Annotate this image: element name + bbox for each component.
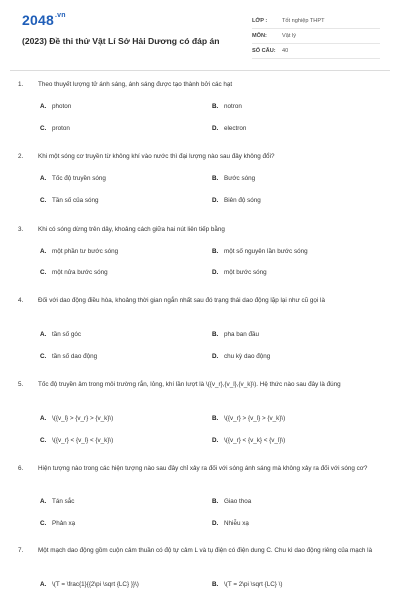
option-a[interactable]: A. \(T = \frac{1}{{2\pi \sqrt {LC} }}\) [40, 581, 139, 588]
question-stem: Một mạch dao động gồm cuộn cảm thuần có độ tự cảm L và tụ điện có điện dung C. Chu kì dao động riêng của mạch là [38, 547, 373, 554]
meta-value: Vật lý [282, 33, 296, 39]
question-stem: Khi một sóng cơ truyền từ không khí vào nước thì đại lượng nào sau đây không đổi? [38, 153, 275, 160]
question-stem: Hiện tượng nào trong các hiện tượng nào sau đây chỉ xảy ra đối với sóng ánh sáng mà không xảy ra đối với sóng cơ? [38, 465, 368, 472]
option-c[interactable]: C. \({v_r} < {v_l} < {v_k}\) [40, 437, 114, 444]
option-b[interactable]: B. pha ban đầu [212, 331, 260, 338]
option-c[interactable]: C. một nửa bước sóng [40, 269, 108, 276]
option-a[interactable]: A. photon [40, 103, 72, 110]
question-number: 5. [18, 381, 24, 388]
header [0, 0, 400, 72]
option-d[interactable]: D. electron [212, 125, 247, 132]
question-number: 6. [18, 465, 24, 472]
option-a[interactable]: A. \({v_l} > {v_r} > {v_k}\) [40, 415, 114, 422]
option-c[interactable]: C. Tần số của sóng [40, 197, 99, 204]
option-b[interactable]: B. \(T = 2\pi \sqrt {LC} \) [212, 581, 283, 588]
question-number: 7. [18, 547, 24, 554]
option-d[interactable]: D. một bước sóng [212, 269, 267, 276]
option-b[interactable]: B. Bước sóng [212, 175, 256, 182]
question-stem: Tốc độ truyền âm trong môi trường rắn, lỏng, khí lần lượt là \({v_r},{v_l},{v_k}\). Hệ thức nào sau đây là đúng [38, 381, 341, 388]
meta-row-subject [252, 29, 380, 44]
option-b[interactable]: B. Giao thoa [212, 498, 252, 505]
option-a[interactable]: A. Tốc độ truyền sóng [40, 175, 106, 182]
question-number: 3. [18, 226, 24, 233]
option-d[interactable]: D. Biên độ sóng [212, 197, 261, 204]
option-b[interactable]: B. một số nguyên lần bước sóng [212, 248, 308, 255]
option-b[interactable]: B. notron [212, 103, 242, 110]
option-c[interactable]: C. proton [40, 125, 70, 132]
meta-key: LỚP : [252, 18, 268, 24]
option-c[interactable]: C. tần số dao động [40, 353, 98, 360]
question-stem: Đối với dao động điều hòa, khoảng thời gian ngắn nhất sau đó trạng thái dao động lặp lại như cũ gọi là [38, 297, 325, 304]
option-a[interactable]: A. tần số góc [40, 331, 82, 338]
option-b[interactable]: B. \({v_r} > {v_l} > {v_k}\) [212, 415, 286, 422]
option-d[interactable]: D. Nhiễu xạ [212, 520, 249, 527]
question-number: 1. [18, 81, 24, 88]
exam-title: (2023) Đề thi thử Vật Lí Sở Hải Dương có đáp án [22, 36, 220, 46]
question-number: 2. [18, 153, 24, 160]
question-stem: Khi có sóng dừng trên dây, khoảng cách giữa hai nút liên tiếp bằng [38, 226, 225, 233]
meta-row-count [252, 44, 380, 59]
meta-key: SỐ CÂU: [252, 48, 276, 54]
option-a[interactable]: A. một phần tư bước sóng [40, 248, 119, 255]
meta-value: 40 [282, 48, 289, 54]
question-stem: Theo thuyết lượng tử ánh sáng, ánh sáng được tạo thành bởi các hạt [38, 81, 233, 88]
meta-key: MÔN: [252, 33, 267, 39]
site-logo[interactable]: $2048^{.vn}$ [22, 12, 66, 28]
meta-row-class [252, 14, 380, 29]
header-divider [10, 70, 390, 71]
meta-value: Tốt nghiệp THPT [282, 18, 325, 24]
option-a[interactable]: A. Tán sắc [40, 498, 75, 505]
option-d[interactable]: D. chu kỳ dao động [212, 353, 271, 360]
option-d[interactable]: D. \({v_r} < {v_k} < {v_l}\) [212, 437, 286, 444]
option-c[interactable]: C. Phản xạ [40, 520, 76, 527]
question-number: 4. [18, 297, 24, 304]
exam-meta-table [252, 14, 380, 59]
